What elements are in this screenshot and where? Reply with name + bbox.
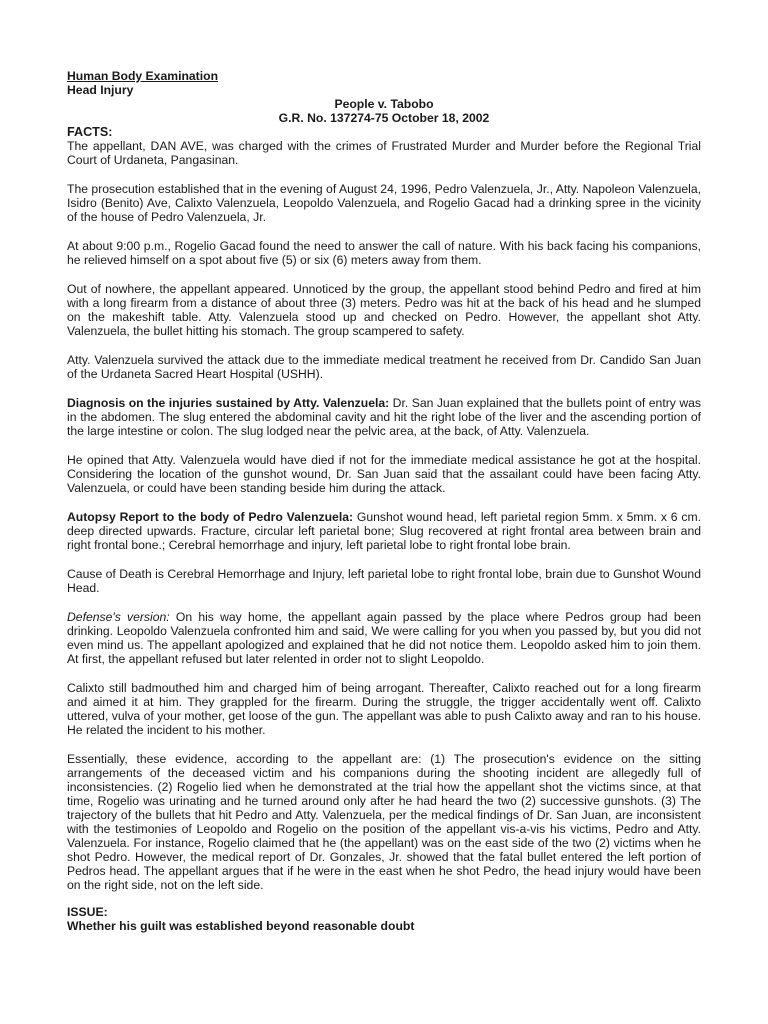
facts-paragraph-1: The appellant, DAN AVE, was charged with the crimes of Frustrated Murder and Murder before the Regional Trial Court of Urdaneta, Pangasinan. <box>67 139 701 167</box>
facts-paragraph-5: Atty. Valenzuela survived the attack due to the immediate medical treatment he received from Dr. Candido San Juan of the Urdaneta Sacred Heart Hospital (USHH). <box>67 353 701 381</box>
document-subtitle: Head Injury <box>67 83 134 97</box>
autopsy-label: Autopsy Report to the body of Pedro Valenzuela: <box>67 510 354 524</box>
issue-text: Whether his guilt was established beyond reasonable doubt <box>67 919 415 933</box>
facts-paragraph-12: Essentially, these evidence, according to the appellant are: (1) The prosecution's evidence on the sitting arrangements of the deceased victim and his companions during the shooting incident are allegedly full of inconsistencies. (2) Rogelio lied when he demonstrated at the trial how the appellant shot the victims since, at that time, Rogelio was urinating and he turned around only after he had heard the two (2) successive gunshots. (3) The trajectory of the bullets that hit Pedro and Atty. Valenzuela, per the medical findings of Dr. San Juan, are inconsistent with the testimonies of Leopoldo and Rogelio on the position of the appellant vis-a-vis his victims, Pedro and Atty. Valenzuela. For instance, Rogelio claimed that he (the appellant) was on the east side of the two (2) victims when he shot Pedro. However, the medical report of Dr. Gonzales, Jr. showed that the fatal bullet entered the left portion of Pedros head. The appellant argues that if he were in the east when he shot Pedro, the head injury would have been on the right side, not on the left side. <box>67 752 701 892</box>
autopsy-text: Gunshot wound head, left parietal region 5mm. x 5mm. x 6 cm. deep directed upwards. Fracture, circular left parietal bone; Slug recovered at right frontal area between brain and right frontal bone.; Cerebral hemorrhage and injury, left parietal lobe to right frontal lobe brain. <box>67 510 701 552</box>
defense-paragraph <box>67 610 701 666</box>
diagnosis-text: Dr. San Juan explained that the bullets point of entry was in the abdomen. The slug entered the abdominal cavity and hit the right lobe of the liver and the ascending portion of the large intestine or colon. The slug lodged near the pelvic area, at the back, of Atty. Valenzuela. <box>67 396 701 438</box>
diagnosis-paragraph <box>67 396 701 438</box>
issue-heading: ISSUE: <box>67 905 108 919</box>
facts-paragraph-2: The prosecution established that in the evening of August 24, 1996, Pedro Valenzuela, Jr., Atty. Napoleon Valenzuela, Isidro (Benito) Ave, Calixto Valenzuela, Leopoldo Valenzuela, and Rogelio Gacad had a drinking spree in the vicinity of the house of Pedro Valenzuela, Jr. <box>67 182 701 224</box>
facts-paragraph-3: At about 9:00 p.m., Rogelio Gacad found the need to answer the call of nature. With his back facing his companions, he relieved himself on a spot about five (5) or six (6) meters away from them. <box>67 239 701 267</box>
defense-label: Defense's version: <box>67 610 170 624</box>
defense-text: On his way home, the appellant again passed by the place where Pedros group had been drinking. Leopoldo Valenzuela confronted him and said, We were calling for you when you passed by, but you did not even mind us. The appellant apologized and explained that he did not notice them. Leopoldo asked him to join them. At first, the appellant refused but later relented in order not to slight Leopoldo. <box>67 610 701 666</box>
case-name: People v. Tabobo <box>334 97 434 111</box>
document-page <box>67 69 701 933</box>
facts-heading: FACTS: <box>67 125 113 139</box>
diagnosis-label: Diagnosis on the injuries sustained by Atty. Valenzuela: <box>67 396 390 410</box>
facts-paragraph-11: Calixto still badmouthed him and charged him of being arrogant. Thereafter, Calixto reached out for a long firearm and aimed it at him. They grappled for the firearm. During the struggle, the trigger accidentally went off. Calixto uttered, vulva of your mother, get loose of the gun. The appellant was able to push Calixto away and ran to his house. He related the incident to his mother. <box>67 681 701 737</box>
case-number: G.R. No. 137274-75 October 18, 2002 <box>278 111 490 125</box>
autopsy-paragraph <box>67 510 701 552</box>
document-title: Human Body Examination <box>67 69 219 83</box>
facts-paragraph-4: Out of nowhere, the appellant appeared. Unnoticed by the group, the appellant stood behind Pedro and fired at him with a long firearm from a distance of about three (3) meters. Pedro was hit at the back of his head and he slumped on the makeshift table. Atty. Valenzuela stood up and checked on Pedro. However, the appellant shot Atty. Valenzuela, the bullet hitting his stomach. The group scampered to safety. <box>67 282 701 338</box>
cause-of-death-paragraph: Cause of Death is Cerebral Hemorrhage and Injury, left parietal lobe to right frontal lobe, brain due to Gunshot Wound Head. <box>67 567 701 595</box>
facts-paragraph-7: He opined that Atty. Valenzuela would have died if not for the immediate medical assistance he got at the hospital. Considering the location of the gunshot wound, Dr. San Juan said that the assailant could have been facing Atty. Valenzuela, or could have been standing beside him during the attack. <box>67 453 701 495</box>
